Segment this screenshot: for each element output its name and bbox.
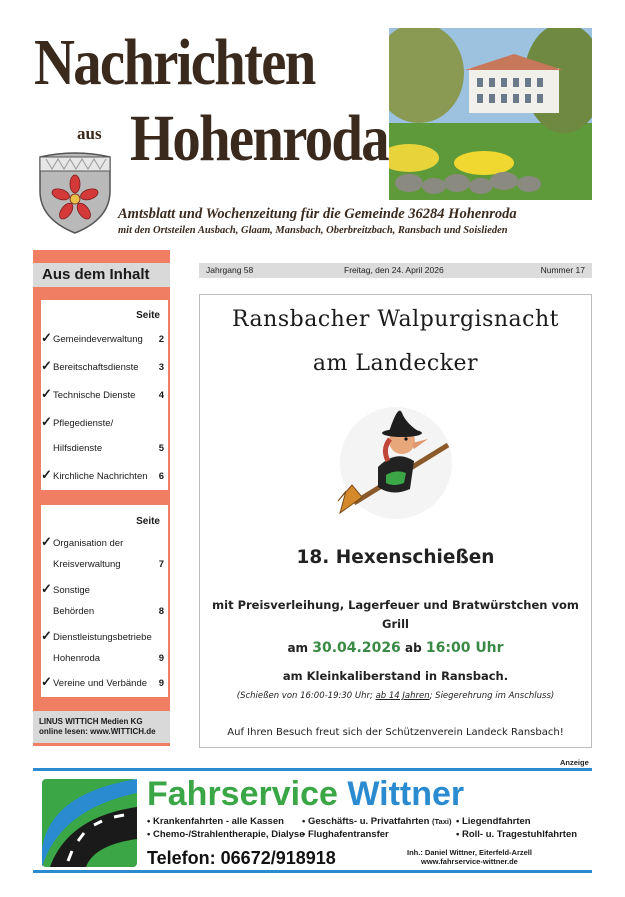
event-datetime [200, 640, 591, 656]
ad-label: Anzeige [560, 758, 589, 767]
issue-volume: Jahrgang 58 [206, 265, 254, 275]
toc-item-page: 4 [158, 390, 164, 401]
ad-top-rule [33, 768, 592, 771]
publisher-name: LINUS WITTICH Medien KG [39, 717, 143, 726]
toc-item[interactable] [41, 534, 164, 577]
toc-item[interactable] [41, 628, 164, 671]
event-ab: ab [405, 641, 422, 655]
event-note-pre: (Schießen von 16:00-19:30 Uhr; [236, 691, 373, 701]
ad-owner-name: Inh.: Daniel Wittner, Eiterfeld-Arzell [407, 848, 532, 857]
toc-item-page: 9 [158, 653, 164, 664]
toc-item-label: Gemeindeverwaltung [53, 334, 143, 345]
ad-service: • Liegendfahrten [456, 816, 531, 827]
toc-item-page: 8 [158, 606, 164, 617]
toc-item-label-cont: Behörden [53, 606, 95, 617]
issue-date: Freitag, den 24. April 2026 [344, 265, 444, 275]
toc-item-page: 6 [158, 471, 164, 482]
toc-item-label: Kirchliche Nachrichten [53, 471, 148, 482]
toc-item-label: Sonstige [53, 585, 90, 596]
event-details-line2: Grill [382, 617, 409, 631]
toc-item-label: Vereine und Verbände [53, 678, 148, 689]
toc-item-label: Pflegedienste/ [53, 418, 114, 429]
toc-box-2 [41, 505, 168, 697]
ad-title-part2: Wittner [347, 775, 465, 813]
ad-website[interactable]: www.fahrservice-wittner.de [421, 857, 518, 866]
toc-item-label-cont: Hohenroda [53, 653, 101, 664]
ad-service: • Chemo-/Strahlentherapie, Dialyse [147, 829, 305, 840]
issue-info-bar [199, 263, 592, 278]
toc-item-label: Technische Dienste [53, 390, 136, 401]
check-icon: ✓ [41, 674, 52, 689]
toc-box-1 [41, 300, 168, 490]
toc-item-page: 2 [158, 334, 164, 345]
sidebar-heading: Aus dem Inhalt [33, 263, 170, 287]
masthead-title-line1: Nachrichten [34, 26, 315, 99]
ad-service-text: • Geschäfts- u. Privatfahrten [302, 816, 430, 827]
notice-headline-2: am Landecker [312, 351, 479, 376]
seite-label: Seite [136, 310, 160, 321]
toc-item-label: Bereitschaftsdienste [53, 362, 139, 373]
masthead-subtitle: Amtsblatt und Wochenzeitung für die Gemeinde 36284 Hohenroda [118, 206, 517, 222]
event-notice [199, 294, 592, 748]
ad-phone[interactable]: Telefon: 06672/918918 [147, 848, 336, 868]
masthead-title-line2: Hohenroda [130, 102, 388, 175]
toc-item-page: 3 [158, 362, 164, 373]
check-icon: ✓ [41, 386, 52, 401]
check-icon: ✓ [41, 534, 52, 549]
issue-number: Nummer 17 [540, 265, 585, 275]
event-date: 30.04.2026 [312, 640, 401, 656]
toc-item-label: Organisation der [53, 538, 124, 549]
event-closing: Auf Ihren Besuch freut sich der Schützenverein Landeck Ransbach! [227, 727, 564, 738]
event-details-line1: mit Preisverleihung, Lagerfeuer und Bratwürstchen vom [212, 598, 579, 612]
road-logo-icon [42, 779, 137, 867]
publisher-box [33, 711, 170, 743]
masthead-subtitle-districts: mit den Ortsteilen Ausbach, Glaam, Mansbach, Oberbreitzbach, Ransbach und Soislieden [118, 225, 508, 236]
event-note [200, 691, 591, 701]
ad-title-part1: Fahrservice [147, 775, 338, 813]
check-icon: ✓ [41, 467, 52, 482]
ad-service-taxi: (Taxi) [432, 817, 452, 826]
ad-service: • Roll- u. Tragestuhlfahrten [456, 829, 578, 840]
coat-of-arms-icon [36, 147, 114, 235]
check-icon: ✓ [41, 358, 52, 373]
ad-service: • Krankenfahrten - alle Kassen [147, 816, 284, 827]
toc-item-page: 5 [158, 443, 164, 454]
check-icon: ✓ [41, 581, 52, 596]
event-am: am [287, 641, 309, 655]
castle-photo [389, 28, 592, 200]
event-note-post: ; Siegerehrung im Anschluss) [429, 691, 555, 701]
check-icon: ✓ [41, 330, 52, 345]
ad-bottom-rule [33, 870, 592, 873]
ad-owner [407, 848, 532, 866]
witch-on-broom-illustration [336, 405, 456, 523]
notice-headline-1: Ransbacher Walpurgisnacht [231, 307, 559, 332]
toc-item-label-cont: Kreisverwaltung [53, 559, 121, 570]
check-icon: ✓ [41, 414, 52, 429]
ad-service [302, 816, 451, 827]
event-time: 16:00 Uhr [425, 640, 504, 656]
event-title: 18. Hexenschießen [296, 547, 495, 568]
ad-title [147, 775, 464, 813]
event-location: am Kleinkaliberstand in Ransbach. [282, 669, 509, 683]
toc-item[interactable] [41, 414, 164, 457]
event-note-age: ab 14 Jahren [375, 691, 430, 701]
check-icon: ✓ [41, 628, 52, 643]
toc-item-label-cont: Hilfsdienste [53, 443, 103, 454]
toc-item[interactable] [41, 581, 164, 624]
publisher-url[interactable]: online lesen: www.WITTICH.de [39, 727, 156, 736]
seite-label: Seite [136, 516, 160, 527]
ad-service: • Flughafentransfer [302, 829, 389, 840]
toc-item-label: Dienstleistungsbetriebe [53, 632, 152, 643]
toc-item-page: 9 [158, 678, 164, 689]
masthead-title-aus: aus [77, 124, 102, 143]
toc-item-page: 7 [158, 559, 164, 570]
